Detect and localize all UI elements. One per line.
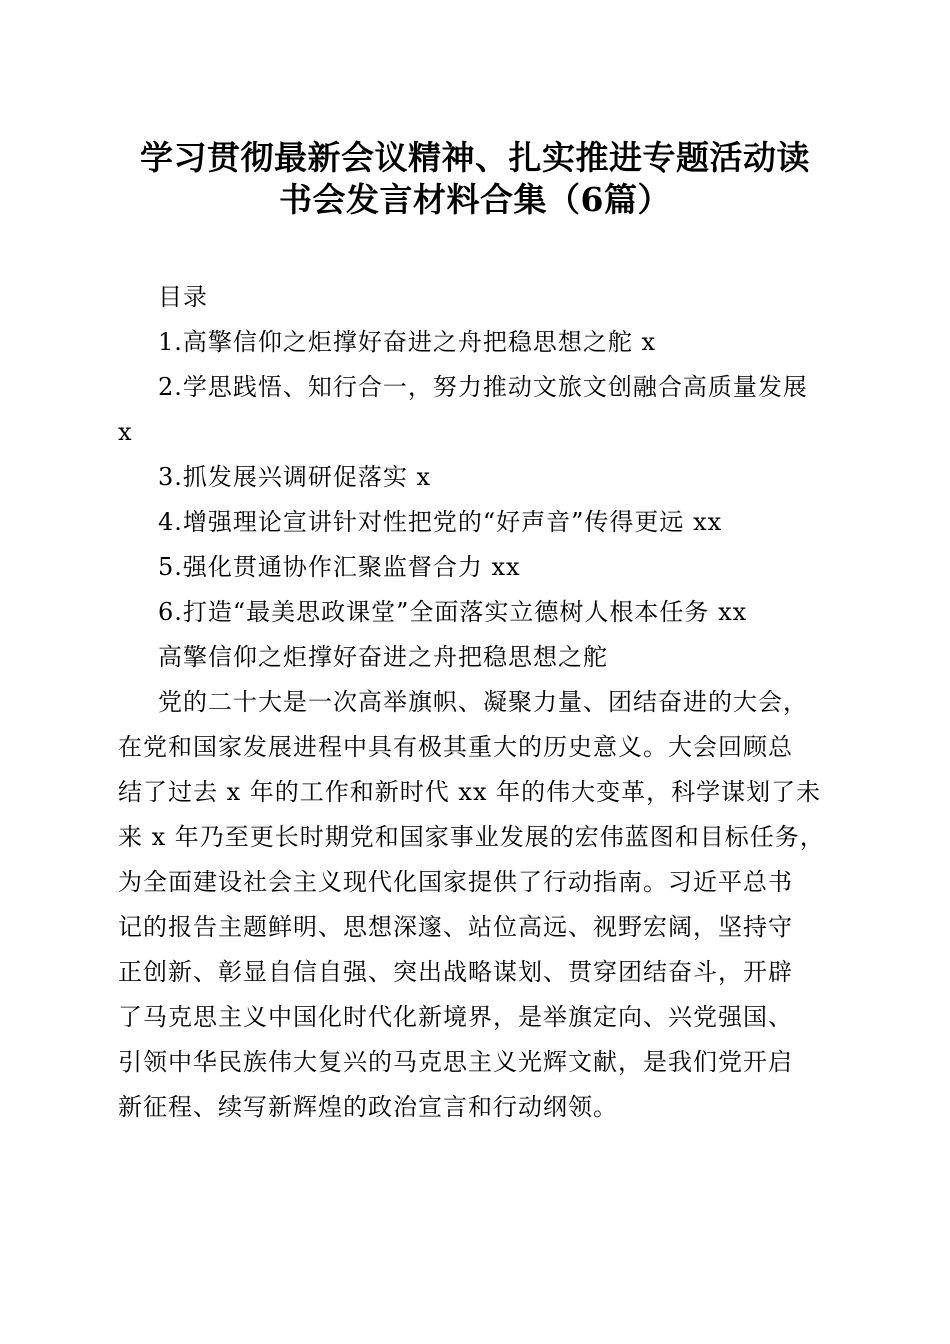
toc-item: 5.强化贯通协作汇聚监督合力 xx: [158, 553, 521, 581]
toc-item: 6.打造“最美思政课堂”全面落实立德树人根本任务 xx: [158, 598, 748, 626]
toc-item: 3.抓发展兴调研促落实 x: [158, 463, 432, 491]
toc-item: 4.增强理论宣讲针对性把党的“好声音”传得更远 xx: [158, 508, 723, 536]
body-text-line: 了马克思主义中国化时代化新境界，是举旗定向、兴党强国、: [118, 1003, 793, 1031]
body-text-line: 新征程、续写新辉煌的政治宣言和行动纲领。: [118, 1093, 618, 1121]
body-text-line: 在党和国家发展进程中具有极其重大的历史意义。大会回顾总: [118, 733, 793, 761]
body-text-line: 来 x 年乃至更长时期党和国家事业发展的宏伟蓝图和目标任务，: [118, 823, 825, 851]
document-title-line-2: 书会发言材料合集（6篇）: [279, 180, 671, 219]
document-title-line-1: 学习贯彻最新会议精神、扎实推进专题活动读: [140, 138, 810, 177]
body-text-line: 引领中华民族伟大复兴的马克思主义光辉文献，是我们党开启: [118, 1048, 793, 1076]
body-text-line: 正创新、彰显自信自强、突出战略谋划、贯穿团结奋斗，开辟: [118, 958, 793, 986]
toc-heading: 目录: [158, 283, 208, 311]
body-text-line: 记的报告主题鲜明、思想深邃、站位高远、视野宏阔，坚持守: [118, 913, 793, 941]
toc-item-continuation: x: [118, 418, 133, 446]
body-text-line: 为全面建设社会主义现代化国家提供了行动指南。习近平总书: [118, 868, 793, 896]
toc-item: 1.高擎信仰之炬撑好奋进之舟把稳思想之舵 x: [158, 328, 657, 356]
body-text-line: 党的二十大是一次高举旗帜、凝聚力量、团结奋进的大会，: [158, 688, 808, 716]
toc-item: 2.学思践悟、知行合一，努力推动文旅文创融合高质量发展: [158, 373, 808, 401]
section-heading: 高擎信仰之炬撑好奋进之舟把稳思想之舵: [158, 643, 608, 671]
body-text-line: 结了过去 x 年的工作和新时代 xx 年的伟大变革，科学谋划了未: [118, 778, 822, 806]
